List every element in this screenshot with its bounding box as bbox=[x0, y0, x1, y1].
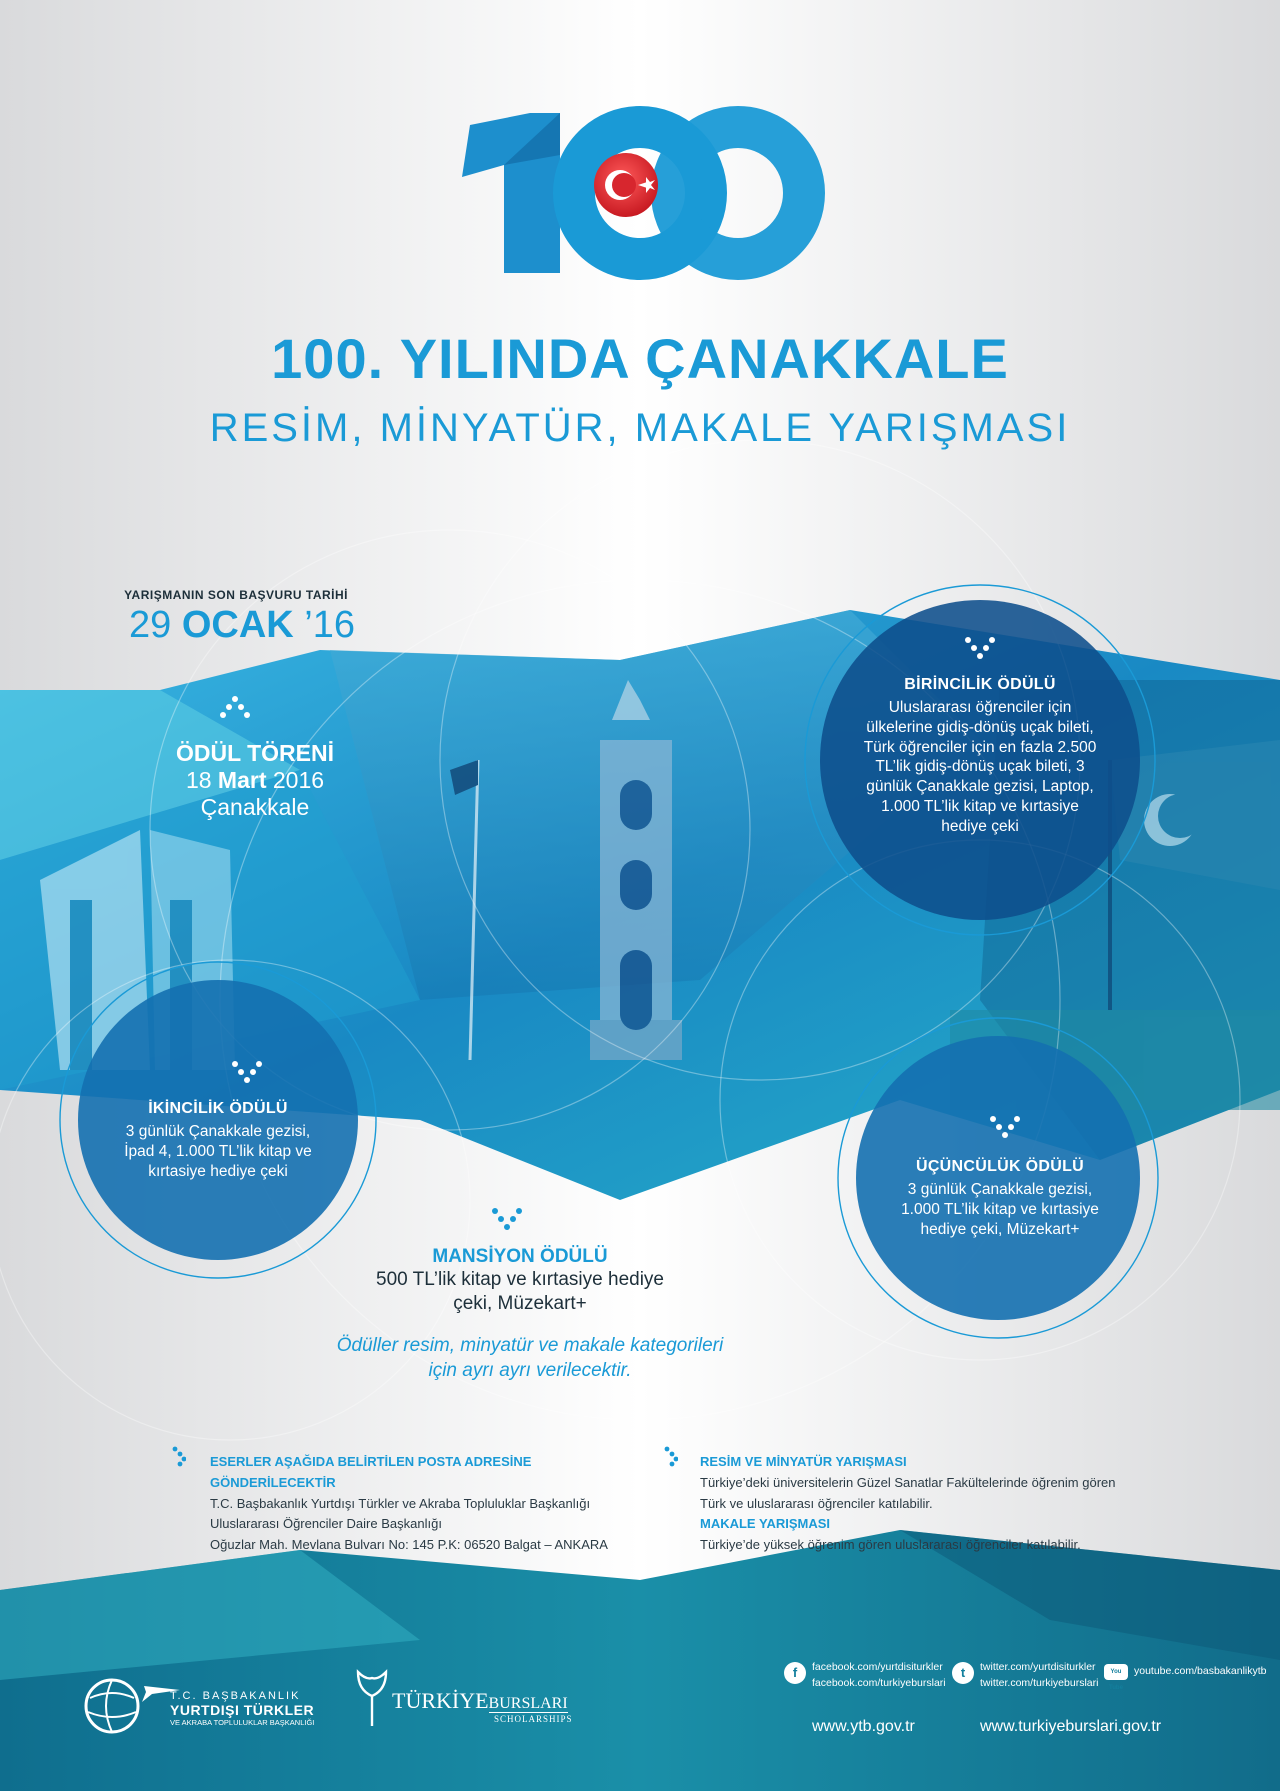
art-contest-line: Türk ve uluslararası öğrenciler katılabilir. bbox=[700, 1495, 933, 1511]
deadline-year: ’16 bbox=[293, 604, 355, 646]
second-award-text: 3 günlük Çanakkale gezisi, İpad 4, 1.000 TL’lik kitap ve kırtasiye hediye çeki bbox=[124, 1123, 312, 1180]
mention-award-text: 500 TL’lik kitap ve kırtasiye hediye çeki, Müzekart+ bbox=[376, 1269, 664, 1314]
award-ceremony bbox=[130, 740, 380, 821]
deadline-day: 29 bbox=[128, 604, 172, 646]
turkiyeburslari-website-link[interactable]: www.turkiyeburslari.gov.tr bbox=[980, 1718, 1162, 1735]
art-contest-line: Türkiye’deki üniversitelerin Güzel Sanatlar Fakültelerinde öğrenim gören bbox=[700, 1474, 1116, 1490]
postal-line: Oğuzlar Mah. Mevlana Bulvarı No: 145 P.K: 06520 Balgat – ANKARA bbox=[210, 1537, 608, 1553]
twitter-link[interactable]: twitter.com/yurtdisiturkler bbox=[980, 1661, 1096, 1673]
centenary-100-logo bbox=[0, 95, 1280, 295]
logo-digit-one bbox=[462, 113, 560, 273]
ceremony-date: 18 Mart 2016 Çanakkale bbox=[185, 767, 325, 820]
facebook-icon[interactable]: f bbox=[784, 1662, 806, 1684]
twitter-link[interactable]: twitter.com/turkiyeburslari bbox=[980, 1676, 1099, 1689]
ytb-line: YURTDIŞI TÜRKLER bbox=[170, 1702, 315, 1718]
chevron-dots-icon bbox=[232, 1058, 262, 1088]
facebook-links bbox=[812, 1660, 952, 1692]
chevron-dots-icon bbox=[172, 1446, 186, 1468]
twitter-icon[interactable]: t bbox=[952, 1662, 974, 1684]
chevron-dots-icon bbox=[965, 634, 995, 664]
chevron-dots-icon bbox=[990, 1113, 1020, 1143]
essay-contest-title: MAKALE YARIŞMASI bbox=[700, 1516, 831, 1532]
ytb-logo-text bbox=[170, 1690, 350, 1727]
postal-line: Uluslararası Öğrenciler Daire Başkanlığı bbox=[210, 1516, 442, 1532]
ceremony-title: ÖDÜL TÖRENİ bbox=[175, 740, 335, 766]
first-award-text: Uluslararası öğrenciler için ülkelerine gidiş-dönüş uçak bileti, Türk öğrenciler için en fazla 2.500 TL’lik gidiş-dönüş uçak bileti, 3 günlük Çanakkale gezisi, Laptop, 1.000 TL’lik kitap ve kırtasiye hediye çeki bbox=[863, 699, 1097, 835]
deadline-month: OCAK bbox=[181, 604, 294, 646]
chevron-dots-icon bbox=[492, 1205, 522, 1235]
mention-award-title: MANSİYON ÖDÜLÜ bbox=[432, 1246, 608, 1267]
page-title: 100. YILINDA ÇANAKKALE bbox=[271, 327, 1009, 390]
turkiye-burslari-logo bbox=[392, 1688, 612, 1724]
deadline-label: YARIŞMANIN SON BAŞVURU TARİHİ bbox=[124, 588, 348, 602]
second-award-title: İKİNCİLİK ÖDÜLÜ bbox=[148, 1100, 288, 1117]
eligibility-block bbox=[700, 1452, 1140, 1556]
logo-digit-zero bbox=[672, 127, 804, 259]
chevron-dots-icon bbox=[220, 693, 250, 723]
third-award-text: 3 günlük Çanakkale gezisi, 1.000 TL’lik kitap ve kırtasiye hediye çeki, Müzekart+ bbox=[901, 1181, 1099, 1238]
third-award-title: ÜÇÜNCÜLÜK ÖDÜLÜ bbox=[915, 1158, 1085, 1175]
deadline-date bbox=[115, 604, 355, 647]
postal-address-block bbox=[210, 1452, 660, 1556]
tb-brand: TÜRKİYE bbox=[392, 1688, 489, 1713]
chevron-dots-icon bbox=[664, 1446, 678, 1468]
youtube-link[interactable]: youtube.com/basbakanlikytb bbox=[1134, 1665, 1267, 1677]
art-contest-title: RESİM VE MİNYATÜR YARIŞMASI bbox=[700, 1454, 907, 1469]
third-award bbox=[900, 1158, 1100, 1239]
postal-title: ESERLER AŞAĞIDA BELİRTİLEN POSTA ADRESİNE GÖNDERİLECEKTİR bbox=[210, 1454, 532, 1490]
ytb-website-link[interactable]: www.ytb.gov.tr bbox=[812, 1718, 915, 1735]
postal-line: T.C. Başbakanlık Yurtdışı Türkler ve Akraba Topluluklar Başkanlığı bbox=[210, 1495, 591, 1511]
awards-note: Ödüller resim, minyatür ve makale kategorileri için ayrı ayrı verilecektir. bbox=[336, 1335, 724, 1381]
tb-brand: SCHOLARSHIPS bbox=[494, 1714, 573, 1724]
turkish-flag-icon bbox=[594, 153, 658, 217]
first-award-title: BİRİNCİLİK ÖDÜLÜ bbox=[904, 676, 1056, 693]
ytb-line: T.C. BAŞBAKANLIK bbox=[170, 1690, 301, 1702]
tb-brand: BURSLARI bbox=[488, 1695, 568, 1712]
essay-contest-line: Türkiye’de yüksek öğrenim gören uluslararası öğrenciler katılabilir. bbox=[700, 1537, 1081, 1553]
first-award bbox=[860, 676, 1100, 837]
twitter-links bbox=[980, 1660, 1110, 1692]
ytb-line: VE AKRABA TOPLULUKLAR BAŞKANLIĞI bbox=[170, 1718, 315, 1727]
page-subtitle: RESİM, MİNYATÜR, MAKALE YARIŞMASI bbox=[209, 406, 1071, 450]
facebook-link[interactable]: facebook.com/yurtdisiturkler bbox=[812, 1661, 943, 1673]
second-award bbox=[118, 1100, 318, 1181]
youtube-icon[interactable]: You Tube bbox=[1104, 1664, 1128, 1680]
mention-award bbox=[370, 1246, 670, 1316]
tulip-icon bbox=[352, 1668, 392, 1728]
globe-plane-icon bbox=[62, 1668, 182, 1738]
facebook-link[interactable]: facebook.com/turkiyeburslari bbox=[812, 1676, 946, 1689]
